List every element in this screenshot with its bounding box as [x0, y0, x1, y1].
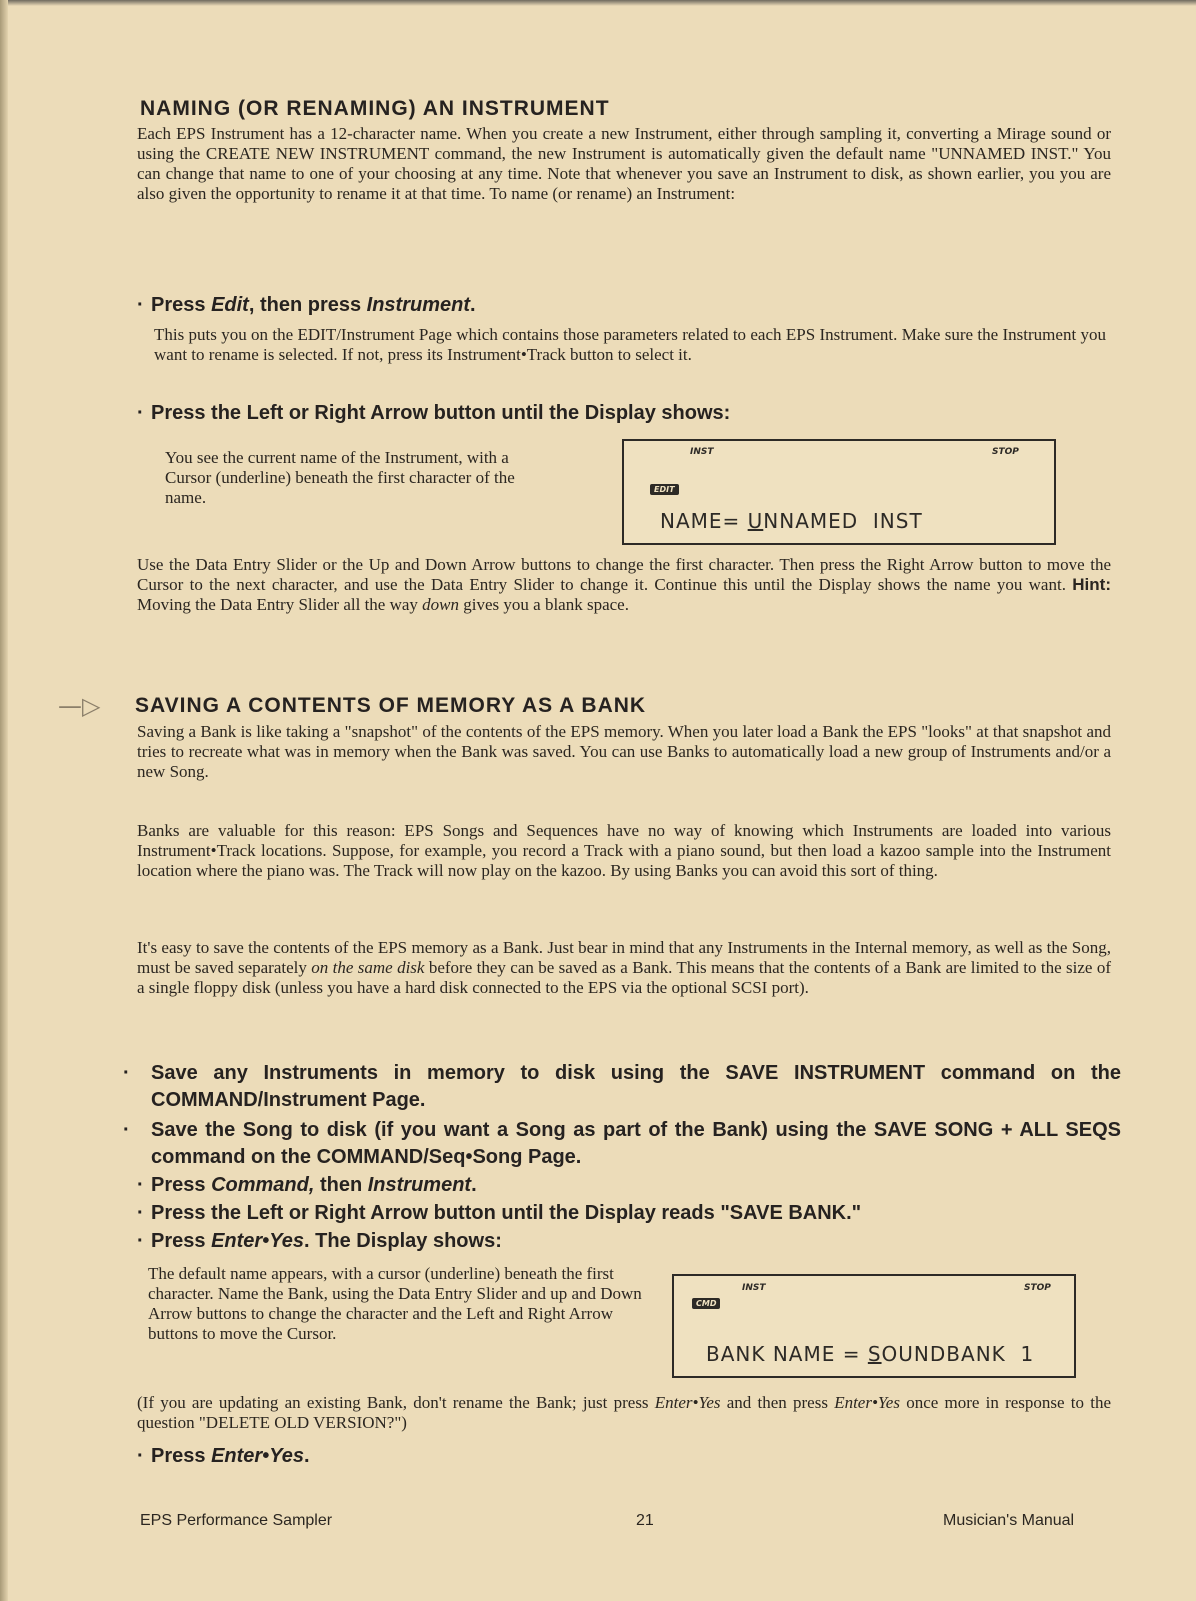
bullet-dot: ·: [123, 1062, 130, 1084]
edit-page-description: This puts you on the EDIT/Instrument Page which contains those parameters related to each EPS Instrument. Make sure the Instrument you want to rename is selected. If not, press its Instrument•Track button to select it.: [154, 325, 1106, 364]
key-enter-yes: Enter•Yes: [211, 1230, 305, 1252]
step-press-edit-instrument: · Press Edit, then press Instrument.: [137, 292, 1107, 319]
lcd-display-name: [622, 439, 1056, 545]
naming-intro-paragraph: Each EPS Instrument has a 12-character name. When you create a new Instrument, either through sampling it, converting a Mirage sound or using the CREATE NEW INSTRUMENT command, the new Instrument is automatically given the default name "UNNAMED INST." You can change that name to one of your choosing at any time. Note that whenever you save an Instrument to disk, as shown earlier, you you are also given the opportunity to rename it at that time. To name (or rename) an Instrument:: [137, 124, 1111, 203]
bank-value-paragraph: Banks are valuable for this reason: EPS Songs and Sequences have no way of knowing which Instruments are loaded into various Instrument•Track locations. Suppose, for example, you record a Track with a piano sound, but then load a kazoo sample into the Instrument location where the piano was. The Track will now play on the kazoo. By using Banks you can avoid this sort of thing.: [137, 821, 1111, 880]
footer-manual: Musician's Manual: [943, 1512, 1075, 1529]
margin-arrow-annotation: —▷: [58, 692, 101, 720]
name-editing-paragraph: Use the Data Entry Slider or the Up and Down Arrow buttons to change the first character. Then press the Right Arrow button to move the Cursor to the next character, and use the Data Entry Slider to change it. Continue this until the Display shows the name you want. Hint: Moving the Data Entry Slider all the way down gives you a blank space.: [137, 555, 1111, 614]
step-press-enter-yes-display: · Press Enter•Yes. The Display shows:: [137, 1228, 1107, 1255]
key-command: Command,: [211, 1174, 315, 1196]
key-instrument: Instrument: [367, 1174, 472, 1196]
key-enter-yes: Enter•Yes: [211, 1445, 305, 1467]
bullet-dot: ·: [137, 1445, 144, 1467]
key-edit: Edit: [211, 294, 249, 316]
lcd-cursor: S: [867, 1342, 882, 1366]
step-arrow-save-bank: · Press the Left or Right Arrow button until the Display reads "SAVE BANK.": [137, 1200, 1107, 1227]
lcd-tag-inst: INST: [690, 447, 714, 457]
update-bank-note: (If you are updating an existing Bank, don't rename the Bank; just press Enter•Yes and then press Enter•Yes once more in response to the question "DELETE OLD VERSION?"): [137, 1393, 1111, 1432]
hint-label: Hint:: [1072, 575, 1111, 594]
lcd-display-bank: [672, 1274, 1076, 1378]
lcd-tag-stop: STOP: [992, 447, 1019, 457]
lcd-screen-text: NAME= UNNAMED INST: [660, 509, 923, 533]
step-save-song: · Save the Song to disk (if you want a Song as part of the Bank) using the SAVE SONG + ALL SEQS command on the COMMAND/Seq•Song Page.: [123, 1119, 1121, 1168]
step-press-enter-yes-final: · Press Enter•Yes.: [137, 1443, 1107, 1470]
bullet-dot: ·: [137, 294, 144, 316]
bullet-dot: ·: [137, 1230, 144, 1252]
lcd-badge-cmd: CMD: [692, 1298, 720, 1309]
lcd-tag-inst: INST: [742, 1283, 766, 1293]
bullet-dot: ·: [123, 1119, 130, 1141]
page-binding-edge: [0, 0, 8, 1601]
bullet-dot: ·: [137, 1202, 144, 1224]
bullet-dot: ·: [137, 402, 144, 424]
bank-save-paragraph: It's easy to save the contents of the EPS memory as a Bank. Just bear in mind that any Instruments in the Internal memory, as well as the Song, must be saved separately on the same disk before they can be saved as a Bank. This means that the contents of a Bank are limited to the size of a single floppy disk (unless you have a hard disk connected to the EPS via the optional SCSI port).: [137, 938, 1112, 997]
display-caption-bank: The default name appears, with a cursor (underline) beneath the first character. Name the Bank, using the Data Entry Slider and up and Down Arrow buttons to change the character and the Left and Right Arrow buttons to move the Cursor.: [148, 1264, 642, 1343]
section-heading-saving-bank: SAVING A CONTENTS OF MEMORY AS A BANK: [135, 694, 647, 717]
footer-product: EPS Performance Sampler: [140, 1512, 333, 1529]
bank-snapshot-paragraph: Saving a Bank is like taking a "snapshot" of the contents of the EPS memory. When you later load a Bank the EPS "looks" at that snapshot and tries to recreate what was in memory when the Bank was saved. You can use Banks to automatically load a new group of Instruments and/or a new Song.: [137, 722, 1111, 781]
lcd-screen-text: BANK NAME = SOUNDBANK 1: [706, 1342, 1035, 1366]
lcd-cursor: U: [747, 509, 764, 533]
step-save-instruments: · Save any Instruments in memory to disk using the SAVE INSTRUMENT command on the COMMAND/Instrument Page.: [123, 1062, 1121, 1111]
lcd-tag-stop: STOP: [1024, 1283, 1051, 1293]
display-caption-name: You see the current name of the Instrument, with a Cursor (underline) beneath the first character of the name.: [165, 448, 515, 507]
step-press-command-instrument: · Press Command, then Instrument.: [137, 1172, 1107, 1199]
bullet-dot: ·: [137, 1174, 144, 1196]
step-arrow-until-display: · Press the Left or Right Arrow button until the Display shows:: [137, 400, 1107, 427]
lcd-badge-edit: EDIT: [650, 484, 679, 495]
footer-page-number: 21: [636, 1512, 654, 1529]
key-instrument: Instrument: [366, 294, 470, 316]
page-top-edge: [0, 0, 1196, 6]
section-heading-naming: NAMING (OR RENAMING) AN INSTRUMENT: [140, 97, 610, 120]
